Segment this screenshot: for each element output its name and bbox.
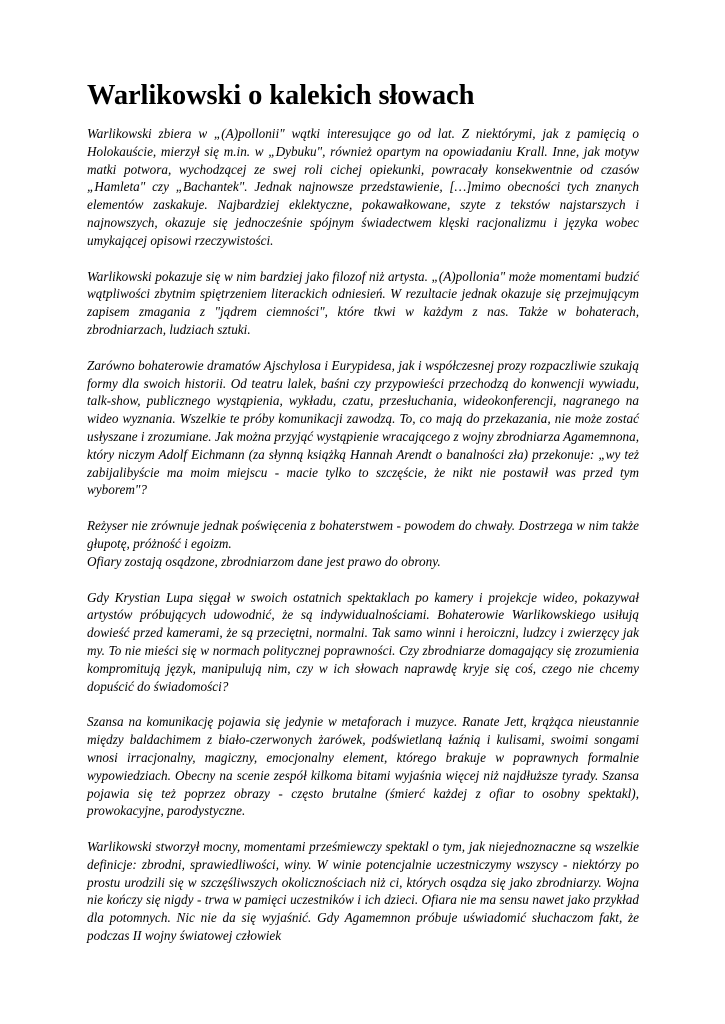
article-title: Warlikowski o kalekich słowach	[87, 80, 475, 111]
paragraph-1: Warlikowski zbiera w „(A)pollonii" wątki interesujące go od lat. Z niektórymi, jak z pamięcią o Holokauście, mierzył się m.in. w „Dybuku", również opartym na opowiadaniu Krall. Inne, jak motyw matki potwora, wychodzącej ze swej roli cichej opiekunki, powracały konsekwentnie od czasów „Hamleta" czy „Bachantek". Jednak najnowsze przedstawienie, […]mimo obecności tych znanych elementów zaskakuje. Najbardziej eklektyczne, pokawałkowane, szyte z tekstów najstarszych i najnowszych, okazuje się jednocześnie spójnym świadectwem klęski racjonalizmu i języka wobec umykającej opisowi rzeczywistości.	[87, 126, 639, 248]
document-page	[87, 78, 639, 945]
paragraph-2: Warlikowski pokazuje się w nim bardziej jako filozof niż artysta. „(A)pollonia" może momentami budzić wątpliwości zbytnim spiętrzeniem literackich odniesień. W rezultacie jednak okazuje się przejmującym zapisem zmagania z "jądrem ciemności", które tkwi w każdym z nas. Także w bohaterach, zbrodniarzach, ludziach sztuki.	[87, 268, 639, 337]
paragraph-5: Ofiary zostają osądzone, zbrodniarzom dane jest prawo do obrony.	[87, 553, 441, 569]
paragraph-4: Reżyser nie zrównuje jednak poświęcenia z bohaterstwem - powodem do chwały. Dostrzega w nim także głupotę, próżność i egoizm.	[87, 518, 639, 551]
paragraph-7: Szansa na komunikację pojawia się jedynie w metaforach i muzyce. Ranate Jett, krążąca nieustannie między baldachimem z biało-czerwonych żarówek, podświetlaną łaźnią i kulisami, swoimi songami wnosi irracjonalny, magiczny, emocjonalny element, którego brakuje w poprawnych formalnie wypowiedziach. Obecny na scenie zespół kilkoma bitami wyjaśnia więcej niż najdłuższe tyrady. Szansa pojawia się też poprzez obrazy - często brutalne (śmierć każdej z ofiar to osobny spektakl), prowokacyjne, parodystyczne.	[87, 714, 639, 819]
paragraph-6: Gdy Krystian Lupa sięgał w swoich ostatnich spektaklach po kamery i projekcje wideo, pokazywał artystów próbujących udowodnić, że są indywidualnościami. Bohaterowie Warlikowskiego usiłują dowieść przed kamerami, że są przeciętni, normalni. Tak samo winni i heroiczni, ludzcy i zwierzęcy jak my. To nie mieści się w normach politycznej poprawności. Czy zbrodniarze domagający się zrozumienia kompromitują język, manipulują nim, czy w ich słowach naprawdę kryje się coś, czego nie chcemy dopuścić do świadomości?	[87, 589, 639, 694]
paragraph-8: Warlikowski stworzył mocny, momentami prześmiewczy spektakl o tym, jak niejednoznaczne są wszelkie definicje: zbrodni, sprawiedliwości, winy. W winie potencjalnie uczestniczymy wszyscy - niektórzy po prostu urodzili się w szczęśliwszych okolicznościach niż ci, których osądza się jako zbrodniarzy. Wojna nie kończy się nigdy - trwa w pamięci uczestników i ich dzieci. Ofiara nie ma sensu nawet jako przykład dla potomnych. Nic nie da się wyjaśnić. Gdy Agamemnon próbuje uświadomić słuchaczom fakt, że podczas II wojny światowej człowiek	[87, 839, 639, 944]
paragraph-3: Zarówno bohaterowie dramatów Ajschylosa i Eurypidesa, jak i współczesnej prozy rozpaczliwie szukają formy dla swoich historii. Od teatru lalek, baśni czy przypowieści przechodzą do konwencji wywiadu, talk-show, publicznego wystąpienia, wykładu, czatu, przesłuchania, wideokonferencji, nagranego na wideo wyznania. Wszelkie te próby komunikacji zawodzą. To, co mają do przekazania, nie może zostać usłyszane i zrozumiane. Jak można przyjąć wystąpienie wracającego z wojny zbrodniarza Agamemnona, który niczym Adolf Eichmann (za słynną książką Hannah Arendt o banalności zła) przekonuje: „wy też zabijalibyście ma moim miejscu - macie tylko to szczęście, że nikt nie postawił was przed tym wyborem"?	[87, 357, 639, 498]
